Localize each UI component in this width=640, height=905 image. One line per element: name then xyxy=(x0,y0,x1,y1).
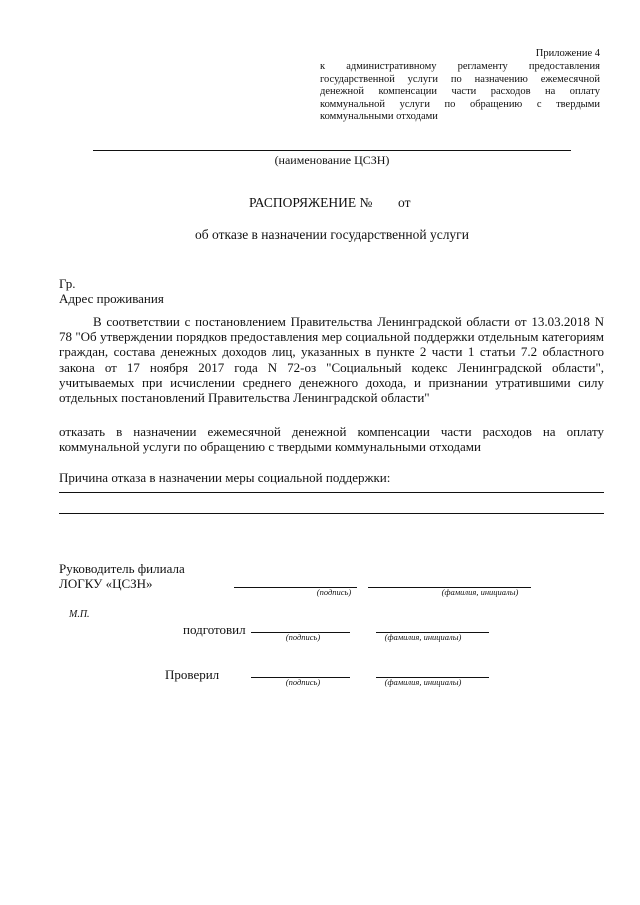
appendix-line: государственной услуги по назначению ежемесячной xyxy=(320,73,600,85)
org-caption: (наименование ЦСЗН) xyxy=(274,153,390,167)
prepared-name-caption: (фамилия, инициалы) xyxy=(384,632,462,642)
appendix-block xyxy=(320,61,600,124)
reason-line-1 xyxy=(59,492,604,493)
basis-paragraph xyxy=(59,314,604,405)
appendix-line: к административному регламенту предоставления xyxy=(320,61,600,72)
paragraph-line: В соответствии с постановлением Правительства Ленинградской области от 13.03.2018 N xyxy=(93,314,604,329)
order-title: РАСПОРЯЖЕНИЕ № xyxy=(249,195,373,210)
prepared-signature-caption: (подпись) xyxy=(285,632,321,642)
appendix-line: коммунальной услуги по обращению с твердыми xyxy=(320,98,600,110)
order-date-label: от xyxy=(398,195,411,210)
address-label: Адрес проживания xyxy=(59,291,164,306)
decision-line: отказать в назначении ежемесячной денежной компенсации части расходов на оплату xyxy=(59,424,604,439)
reason-line-2 xyxy=(59,513,604,514)
refusal-reason-label: Причина отказа в назначении меры социальной поддержки: xyxy=(59,470,391,485)
appendix-title: Приложение 4 xyxy=(535,48,600,59)
paragraph-line: граждан, состава денежных доходов лиц, указанных в пункте 2 части 1 статьи 7.2 областного xyxy=(59,344,604,360)
checked-signature-caption: (подпись) xyxy=(285,677,321,687)
head-name-caption: (фамилия, инициалы) xyxy=(441,587,519,597)
head-title: Руководитель филиала xyxy=(59,561,185,576)
decision-line: коммунальной услуги по обращению с твердыми коммунальными отходами xyxy=(59,439,481,455)
checked-name-caption: (фамилия, инициалы) xyxy=(384,677,462,687)
org-name-line xyxy=(93,150,571,151)
paragraph-line: 78 "Об утверждении порядков предоставления мер социальной поддержки отдельным категориям xyxy=(59,329,604,345)
citizen-label: Гр. xyxy=(59,276,76,291)
seal-label: М.П. xyxy=(69,609,90,620)
paragraph-line: отдельных постановлений Правительства Ленинградской области" xyxy=(59,390,430,406)
head-org: ЛОГКУ «ЦСЗН» xyxy=(59,576,153,591)
appendix-line: коммунальными отходами xyxy=(320,111,438,122)
order-subtitle: об отказе в назначении государственной услуги xyxy=(195,227,469,242)
paragraph-line: учитываемых при исчислении среднего денежного дохода, и признании утратившими силу xyxy=(59,374,604,390)
prepared-label: подготовил xyxy=(183,622,246,637)
decision-paragraph xyxy=(59,424,604,454)
checked-label: Проверил xyxy=(165,667,220,682)
paragraph-line: закона от 17 ноября 2017 года N 72-оз "Социальный кодекс Ленинградской области", xyxy=(59,359,604,375)
head-signature-caption: (подпись) xyxy=(316,587,352,597)
appendix-line: денежной компенсации части расходов на оплату xyxy=(320,86,600,97)
